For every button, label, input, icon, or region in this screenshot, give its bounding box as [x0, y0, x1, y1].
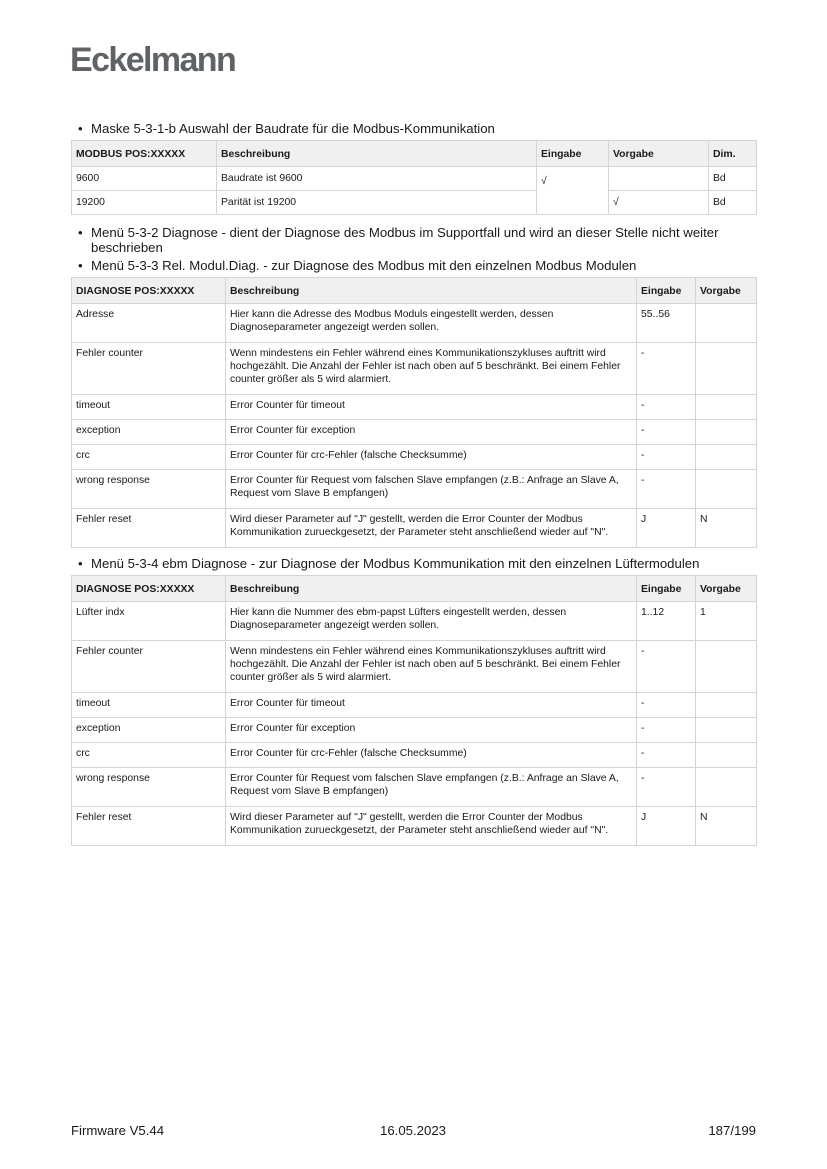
- bullet-text: Menü 5-3-4 ebm Diagnose - zur Diagnose der Modbus Kommunikation mit den einzelnen Lüftermodulen: [91, 556, 700, 571]
- cell-desc: Baudrate ist 9600: [217, 167, 537, 191]
- table-row: [72, 602, 757, 641]
- column-header: Vorgabe: [609, 141, 709, 167]
- cell-pos: wrong response: [72, 470, 226, 509]
- cell-vorgabe: [609, 167, 709, 191]
- cell-vorgabe: [696, 445, 757, 470]
- cell-pos: exception: [72, 718, 226, 743]
- table-row: [72, 343, 757, 395]
- cell-pos: crc: [72, 445, 226, 470]
- table-row: [72, 445, 757, 470]
- footer-page-number: 187/199: [708, 1123, 756, 1138]
- bullet-text: Menü 5-3-2 Diagnose - dient der Diagnose des Modbus im Supportfall und wird an dieser Stelle nicht weiter beschrieben: [91, 225, 719, 255]
- column-header: Dim.: [709, 141, 757, 167]
- cell-pos: crc: [72, 743, 226, 768]
- cell-vorgabe: N: [696, 509, 757, 548]
- table-header-row: [72, 576, 757, 602]
- cell-eingabe: J: [637, 509, 696, 548]
- table-row: [72, 509, 757, 548]
- column-header: Vorgabe: [696, 576, 757, 602]
- bullet-dot-icon: •: [78, 225, 83, 240]
- table-row: [72, 304, 757, 343]
- table-row: [72, 768, 757, 807]
- bullet-text: Maske 5-3-1-b Auswahl der Baudrate für die Modbus-Kommunikation: [91, 121, 495, 136]
- bullet-baudrate-mask: [78, 121, 758, 136]
- cell-desc: Error Counter für crc-Fehler (falsche Checksumme): [226, 743, 637, 768]
- bullet-dot-icon: •: [78, 121, 83, 136]
- cell-desc: Wird dieser Parameter auf "J" gestellt, werden die Error Counter der Modbus Kommunikation zurueckgesetzt, der Parameter steht anschließend wieder auf "N".: [226, 807, 637, 846]
- cell-eingabe: -: [637, 693, 696, 718]
- cell-eingabe: -: [637, 641, 696, 693]
- cell-eingabe: √: [537, 167, 609, 215]
- cell-vorgabe: [696, 420, 757, 445]
- modul-diagnose-table: [71, 277, 757, 548]
- cell-desc: Error Counter für crc-Fehler (falsche Checksumme): [226, 445, 637, 470]
- bullet-text: Menü 5-3-3 Rel. Modul.Diag. - zur Diagnose des Modbus mit den einzelnen Modbus Modulen: [91, 258, 637, 273]
- footer-date: 16.05.2023: [380, 1123, 447, 1138]
- table-row: [72, 693, 757, 718]
- cell-desc: Error Counter für timeout: [226, 395, 637, 420]
- cell-pos: 19200: [72, 191, 217, 215]
- cell-vorgabe: 1: [696, 602, 757, 641]
- cell-pos: 9600: [72, 167, 217, 191]
- cell-pos: Lüfter indx: [72, 602, 226, 641]
- cell-pos: Fehler counter: [72, 641, 226, 693]
- cell-vorgabe: [696, 641, 757, 693]
- column-header: Beschreibung: [217, 141, 537, 167]
- cell-dim: Bd: [709, 167, 757, 191]
- bullet-dot-icon: •: [78, 556, 83, 571]
- cell-pos: wrong response: [72, 768, 226, 807]
- cell-eingabe: -: [637, 343, 696, 395]
- cell-pos: Adresse: [72, 304, 226, 343]
- cell-pos: Fehler reset: [72, 509, 226, 548]
- cell-desc: Error Counter für Request vom falschen Slave empfangen (z.B.: Anfrage an Slave A, Request vom Slave B empfangen): [226, 470, 637, 509]
- cell-eingabe: -: [637, 743, 696, 768]
- cell-pos: timeout: [72, 395, 226, 420]
- ebm-diagnose-table: [71, 575, 757, 846]
- column-header: Eingabe: [637, 278, 696, 304]
- bullet-rel-modul-diag: [78, 258, 758, 273]
- cell-vorgabe: N: [696, 807, 757, 846]
- column-header: Beschreibung: [226, 576, 637, 602]
- bullet-diagnose: [78, 225, 758, 255]
- cell-pos: timeout: [72, 693, 226, 718]
- table-row: [72, 743, 757, 768]
- cell-vorgabe: [696, 718, 757, 743]
- table-row: [72, 470, 757, 509]
- cell-desc: Error Counter für Request vom falschen Slave empfangen (z.B.: Anfrage an Slave A, Request vom Slave B empfangen): [226, 768, 637, 807]
- cell-vorgabe: [696, 768, 757, 807]
- cell-vorgabe: √: [609, 191, 709, 215]
- column-header: Beschreibung: [226, 278, 637, 304]
- cell-vorgabe: [696, 470, 757, 509]
- cell-eingabe: -: [637, 768, 696, 807]
- cell-desc: Error Counter für exception: [226, 718, 637, 743]
- cell-desc: Hier kann die Adresse des Modbus Moduls eingestellt werden, dessen Diagnoseparameter angezeigt werden sollen.: [226, 304, 637, 343]
- cell-eingabe: -: [637, 420, 696, 445]
- footer-firmware: Firmware V5.44: [71, 1123, 165, 1138]
- table-header-row: [72, 141, 757, 167]
- column-header: Vorgabe: [696, 278, 757, 304]
- cell-pos: Fehler reset: [72, 807, 226, 846]
- modbus-baudrate-table: [71, 140, 757, 215]
- cell-dim: Bd: [709, 191, 757, 215]
- cell-eingabe: -: [637, 445, 696, 470]
- column-header: DIAGNOSE POS:XXXXX: [72, 576, 226, 602]
- cell-desc: Hier kann die Nummer des ebm-papst Lüfters eingestellt werden, dessen Diagnoseparameter angezeigt werden sollen.: [226, 602, 637, 641]
- table-row: [72, 641, 757, 693]
- table-row: [72, 718, 757, 743]
- cell-eingabe: -: [637, 718, 696, 743]
- column-header: MODBUS POS:XXXXX: [72, 141, 217, 167]
- bullet-dot-icon: •: [78, 258, 83, 273]
- company-logo: Eckelmann: [70, 41, 236, 79]
- column-header: Eingabe: [637, 576, 696, 602]
- cell-vorgabe: [696, 693, 757, 718]
- cell-eingabe: -: [637, 395, 696, 420]
- table-row: [72, 807, 757, 846]
- table-row: [72, 191, 757, 215]
- cell-desc: Parität ist 19200: [217, 191, 537, 215]
- cell-vorgabe: [696, 304, 757, 343]
- cell-desc: Wird dieser Parameter auf "J" gestellt, werden die Error Counter der Modbus Kommunikation zurueckgesetzt, der Parameter steht anschließend wieder auf "N".: [226, 509, 637, 548]
- bullet-ebm-diagnose: [78, 556, 758, 571]
- cell-vorgabe: [696, 395, 757, 420]
- cell-desc: Error Counter für timeout: [226, 693, 637, 718]
- table-row: [72, 420, 757, 445]
- column-header: DIAGNOSE POS:XXXXX: [72, 278, 226, 304]
- cell-desc: Error Counter für exception: [226, 420, 637, 445]
- cell-vorgabe: [696, 343, 757, 395]
- table-row: [72, 395, 757, 420]
- table-header-row: [72, 278, 757, 304]
- table-row: [72, 167, 757, 191]
- cell-eingabe: -: [637, 470, 696, 509]
- cell-vorgabe: [696, 743, 757, 768]
- cell-pos: exception: [72, 420, 226, 445]
- cell-desc: Wenn mindestens ein Fehler während eines Kommunikationszykluses auftritt wird hochgezählt. Die Anzahl der Fehler ist nach oben auf 5 beschränkt. Bei einem Fehler counter größer als 5 wird alarmiert.: [226, 343, 637, 395]
- cell-eingabe: J: [637, 807, 696, 846]
- cell-pos: Fehler counter: [72, 343, 226, 395]
- cell-eingabe: 1..12: [637, 602, 696, 641]
- column-header: Eingabe: [537, 141, 609, 167]
- cell-desc: Wenn mindestens ein Fehler während eines Kommunikationszykluses auftritt wird hochgezählt. Die Anzahl der Fehler ist nach oben auf 5 beschränkt. Bei einem Fehler counter größer als 5 wird alarmiert.: [226, 641, 637, 693]
- cell-eingabe: 55..56: [637, 304, 696, 343]
